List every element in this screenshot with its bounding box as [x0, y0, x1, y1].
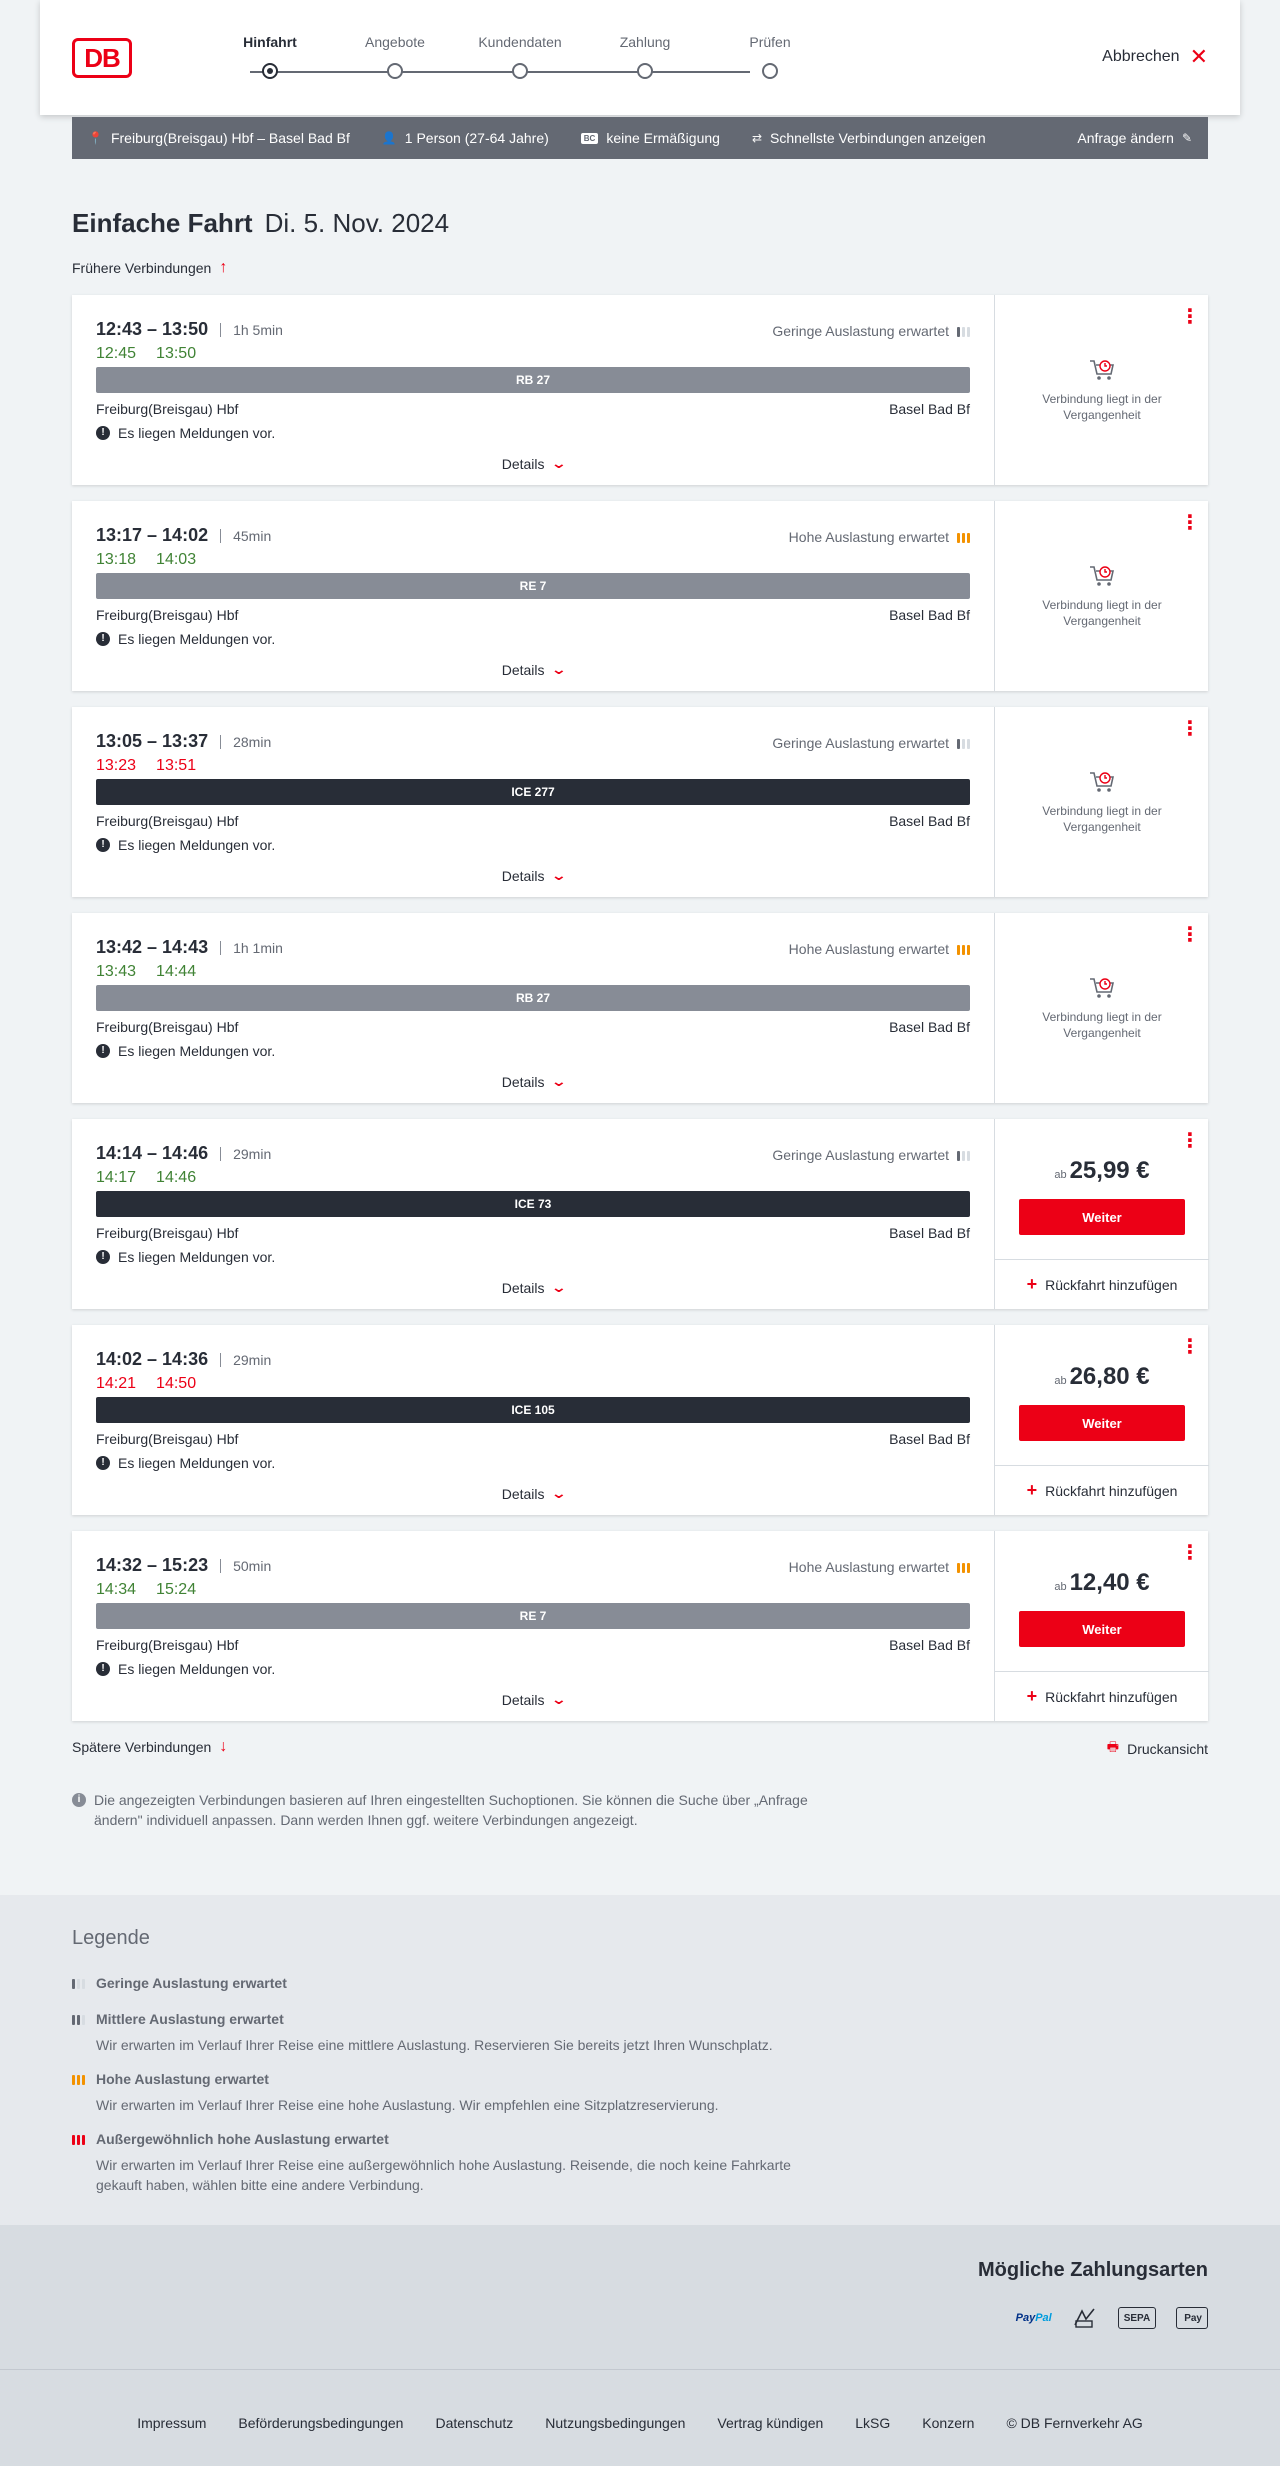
footer — [0, 2369, 1280, 2466]
train-bar[interactable]: RB 27 — [96, 367, 970, 393]
legend-item-title: Hohe Auslastung erwartet — [96, 2071, 269, 2087]
price-value: 25,99 € — [1069, 1157, 1150, 1184]
location-pin-icon: 📍 — [88, 131, 103, 145]
footer-link[interactable]: Impressum — [137, 2415, 207, 2431]
occupancy-high-icon — [957, 943, 970, 955]
details-label: Details — [501, 661, 545, 678]
step-dot — [637, 63, 653, 79]
applepay-icon — [1176, 2307, 1208, 2329]
payment-icons — [1016, 2307, 1208, 2329]
departure-station: Freiburg(Breisgau) Hbf — [96, 1019, 239, 1035]
past-connection-info — [995, 767, 1209, 835]
past-text: Verbindung liegt in der Vergangenheit — [1042, 804, 1162, 834]
payment-methods-section — [0, 2225, 1280, 2369]
occupancy-low-icon — [957, 737, 970, 749]
legend-item-title: Mittlere Auslastung erwartet — [96, 2011, 284, 2027]
occupancy-high-icon — [957, 531, 970, 543]
connection-times — [96, 1349, 271, 1370]
travel-duration: 1h 1min — [233, 939, 283, 956]
planned-times: 12:43 – 13:50 — [96, 319, 209, 339]
notice-message — [96, 1249, 275, 1265]
exclamation-icon: ! — [96, 1250, 110, 1264]
separator — [220, 1147, 221, 1161]
details-label: Details — [501, 1279, 545, 1296]
connection-card[interactable] — [72, 1531, 1208, 1721]
add-return-label: Rückfahrt hinzufügen — [1045, 1688, 1178, 1705]
past-text: Verbindung liegt in der Vergangenheit — [1042, 392, 1162, 422]
step-label: Prüfen — [749, 34, 791, 50]
realtime-times — [96, 345, 196, 363]
chevron-down-icon: ⌄ — [550, 661, 567, 677]
credit-card-icon — [1072, 2307, 1098, 2329]
realtime-departure: 13:18 — [96, 551, 137, 568]
train-bar[interactable]: RB 27 — [96, 985, 970, 1011]
past-connection-info — [995, 561, 1209, 629]
plus-icon: + — [1026, 1480, 1038, 1500]
notice-text: Es liegen Meldungen vor. — [118, 425, 276, 441]
add-return-label: Rückfahrt hinzufügen — [1045, 1482, 1178, 1499]
person-icon: 👤 — [381, 131, 397, 145]
legend-item-title: Außergewöhnlich hohe Auslastung erwartet — [96, 2131, 389, 2147]
details-label: Details — [501, 1691, 545, 1708]
legend-item-desc: Wir erwarten im Verlauf Ihrer Reise eine hohe Auslastung. Wir empfehlen eine Sitzplatzreservierung. — [96, 2097, 719, 2113]
details-toggle[interactable] — [72, 1279, 994, 1296]
legend-section — [0, 1895, 1280, 2225]
step-dot — [512, 63, 528, 79]
close-icon: ✕ — [1189, 44, 1208, 69]
occupancy-high-icon — [957, 1561, 970, 1573]
connection-card[interactable] — [72, 1325, 1208, 1515]
travellers-text: 1 Person (27-64 Jahre) — [404, 130, 549, 146]
printer-icon: 🖶 — [1106, 1739, 1120, 1754]
connection-details-area — [72, 707, 994, 897]
connection-times — [96, 319, 283, 340]
connection-times — [96, 1143, 271, 1164]
add-return-label: Rückfahrt hinzufügen — [1045, 1276, 1178, 1293]
realtime-arrival: 14:46 — [156, 1169, 197, 1186]
realtime-departure: 12:45 — [96, 345, 137, 362]
connection-card[interactable] — [72, 1119, 1208, 1309]
travel-duration: 29min — [233, 1145, 272, 1162]
connection-details-area — [72, 501, 994, 691]
plus-icon: + — [1026, 1686, 1038, 1706]
later-connections-link[interactable] — [72, 1738, 227, 1756]
legend-item-low — [72, 1975, 872, 1991]
sepa-icon: SEPA — [1118, 2307, 1157, 2329]
edit-query-button[interactable] — [1077, 130, 1192, 146]
step-dot — [387, 63, 403, 79]
occupancy-extreme-icon — [72, 2133, 88, 2145]
pencil-icon: ✎ — [1181, 131, 1192, 145]
realtime-arrival: 14:50 — [156, 1375, 197, 1392]
more-options-icon[interactable]: ⋮ — [1180, 1542, 1200, 1564]
legend-item-desc: Wir erwarten im Verlauf Ihrer Reise eine mittlere Auslastung. Reservieren Sie bereits jetzt Ihren Wunschplatz. — [96, 2037, 773, 2053]
exclamation-icon: ! — [96, 1456, 110, 1470]
step-pruefen[interactable] — [710, 34, 830, 54]
occupancy-info — [772, 735, 970, 751]
booking-stepper — [210, 34, 791, 84]
notice-message — [96, 1661, 275, 1677]
occupancy-low-icon — [72, 1977, 88, 1989]
details-toggle[interactable] — [72, 661, 994, 678]
connection-times — [96, 1555, 271, 1576]
notice-text: Es liegen Meldungen vor. — [118, 1043, 276, 1059]
step-label: Zahlung — [619, 34, 671, 50]
occupancy-text: Hohe Auslastung erwartet — [788, 1559, 949, 1575]
offer-area — [994, 913, 1208, 1103]
continue-button[interactable]: Weiter — [1019, 1405, 1185, 1441]
notice-text: Es liegen Meldungen vor. — [118, 631, 276, 647]
notice-message — [96, 837, 275, 853]
occupancy-text: Hohe Auslastung erwartet — [788, 941, 949, 957]
cancel-button[interactable] — [1102, 44, 1208, 69]
notice-message — [96, 1043, 275, 1059]
step-angebote[interactable] — [335, 34, 455, 54]
price-value: 12,40 € — [1069, 1569, 1150, 1596]
train-bar[interactable]: ICE 105 — [96, 1397, 970, 1423]
connection-details-area — [72, 1119, 994, 1309]
offer-area — [994, 1119, 1208, 1309]
realtime-departure: 13:43 — [96, 963, 137, 980]
occupancy-info — [789, 941, 970, 957]
notice-text: Es liegen Meldungen vor. — [118, 837, 276, 853]
price-display — [995, 1363, 1209, 1391]
separator — [220, 1559, 221, 1573]
price-prefix: ab — [1054, 1169, 1067, 1181]
exclamation-icon: ! — [96, 1044, 110, 1058]
exclamation-icon: ! — [96, 838, 110, 852]
realtime-times — [96, 963, 196, 981]
arrival-station: Basel Bad Bf — [889, 401, 970, 417]
exclamation-icon: ! — [96, 632, 110, 646]
train-bar[interactable]: ICE 73 — [96, 1191, 970, 1217]
arrival-station: Basel Bad Bf — [889, 1637, 970, 1653]
chevron-down-icon: ⌄ — [550, 1279, 567, 1295]
add-return-trip-button[interactable] — [995, 1671, 1209, 1721]
footer-link[interactable]: LkSG — [855, 2415, 891, 2431]
details-label: Details — [501, 1485, 545, 1502]
past-connection-info — [995, 973, 1209, 1041]
departure-station: Freiburg(Breisgau) Hbf — [96, 813, 239, 829]
train-bar[interactable]: RE 7 — [96, 1603, 970, 1629]
realtime-times — [96, 1581, 196, 1599]
realtime-departure: 14:21 — [96, 1375, 137, 1392]
separator — [220, 735, 221, 749]
occupancy-info — [789, 1559, 970, 1575]
legend-item-high — [72, 2071, 872, 2115]
travel-duration: 28min — [233, 733, 272, 750]
swap-arrows-icon: ⇄ — [751, 131, 763, 145]
footer-link[interactable]: Nutzungsbedingungen — [545, 2415, 686, 2431]
option-text: Schnellste Verbindungen anzeigen — [770, 130, 986, 146]
price-prefix: ab — [1054, 1581, 1067, 1593]
legend-title: Legende — [72, 1927, 150, 1949]
later-label: Spätere Verbindungen — [72, 1739, 212, 1755]
cart-past-icon — [1087, 973, 1117, 1003]
details-label: Details — [501, 867, 545, 884]
chevron-down-icon: ⌄ — [550, 867, 567, 883]
arrival-station: Basel Bad Bf — [889, 813, 970, 829]
more-options-icon[interactable]: ⋮ — [1180, 924, 1200, 946]
earlier-label: Frühere Verbindungen — [72, 260, 212, 276]
connection-details-area — [72, 1325, 994, 1515]
chevron-down-icon: ⌄ — [550, 455, 567, 471]
trip-type: Einfache Fahrt — [72, 208, 253, 238]
earlier-connections-link[interactable] — [72, 259, 227, 277]
footer-link[interactable]: Beförderungsbedingungen — [238, 2415, 404, 2431]
planned-times: 14:02 – 14:36 — [96, 1349, 209, 1369]
connection-card[interactable] — [72, 295, 1208, 485]
realtime-arrival: 14:44 — [156, 963, 197, 980]
legend-item-desc: Wir erwarten im Verlauf Ihrer Reise eine außergewöhnlich hohe Auslastung. Reisende, die noch keine Fahrkarte gekauft haben, wählen bitte eine andere Verbindung. — [96, 2157, 791, 2193]
legend-item-title: Geringe Auslastung erwartet — [96, 1975, 287, 1991]
travel-duration: 45min — [233, 527, 272, 544]
step-zahlung[interactable] — [585, 34, 705, 54]
occupancy-medium-icon — [72, 2013, 88, 2025]
occupancy-text: Geringe Auslastung erwartet — [772, 735, 949, 751]
add-return-trip-button[interactable] — [995, 1259, 1209, 1309]
booking-header — [40, 0, 1240, 115]
details-toggle[interactable] — [72, 1485, 994, 1502]
occupancy-info — [772, 323, 970, 339]
separator — [220, 529, 221, 543]
more-options-icon[interactable]: ⋮ — [1180, 306, 1200, 328]
connection-times — [96, 731, 271, 752]
occupancy-low-icon — [957, 1149, 970, 1161]
price-display — [995, 1569, 1209, 1597]
planned-times: 13:17 – 14:02 — [96, 525, 209, 545]
separator — [220, 323, 221, 337]
footer-link[interactable]: Datenschutz — [435, 2415, 514, 2431]
step-label: Kundendaten — [478, 34, 562, 50]
notice-message — [96, 1455, 275, 1471]
arrival-station: Basel Bad Bf — [889, 1225, 970, 1241]
plus-icon: + — [1026, 1274, 1038, 1294]
departure-station: Freiburg(Breisgau) Hbf — [96, 1431, 239, 1447]
more-options-icon[interactable]: ⋮ — [1180, 1336, 1200, 1358]
departure-station: Freiburg(Breisgau) Hbf — [96, 607, 239, 623]
exclamation-icon: ! — [96, 1662, 110, 1676]
info-text: Die angezeigten Verbindungen basieren auf Ihren eingestellten Suchoptionen. Sie können die Suche über „Anfrage ändern" individuell anpassen. Dann werden Ihnen ggf. weitere Verbindungen angezeigt. — [94, 1792, 808, 1828]
chevron-down-icon: ⌄ — [550, 1691, 567, 1707]
summary-option — [752, 130, 986, 146]
applepay-text: Pay — [1184, 2312, 1202, 2324]
cart-past-icon — [1087, 767, 1117, 797]
arrow-down-icon: ↓ — [219, 1738, 228, 1755]
realtime-times — [96, 1169, 196, 1187]
details-toggle[interactable] — [72, 455, 994, 472]
footer-link[interactable]: Konzern — [922, 2415, 975, 2431]
summary-route — [88, 130, 350, 146]
connection-details-area — [72, 295, 994, 485]
train-bar[interactable]: RE 7 — [96, 573, 970, 599]
offer-area — [994, 1531, 1208, 1721]
details-label: Details — [501, 1073, 545, 1090]
offer-area — [994, 295, 1208, 485]
print-label: Druckansicht — [1127, 1741, 1208, 1757]
occupancy-text: Geringe Auslastung erwartet — [772, 323, 949, 339]
more-options-icon[interactable]: ⋮ — [1180, 512, 1200, 534]
past-connection-info — [995, 355, 1209, 423]
realtime-arrival: 15:24 — [156, 1581, 197, 1598]
train-bar[interactable]: ICE 277 — [96, 779, 970, 805]
departure-station: Freiburg(Breisgau) Hbf — [96, 1225, 239, 1241]
travel-duration: 29min — [233, 1351, 272, 1368]
price-prefix: ab — [1054, 1375, 1067, 1387]
step-hinfahrt[interactable] — [210, 34, 330, 54]
notice-text: Es liegen Meldungen vor. — [118, 1249, 276, 1265]
price-value: 26,80 € — [1069, 1363, 1150, 1390]
arrival-station: Basel Bad Bf — [889, 1019, 970, 1035]
step-label: Angebote — [365, 34, 425, 50]
continue-button[interactable]: Weiter — [1019, 1199, 1185, 1235]
cancel-label: Abbrechen — [1102, 48, 1180, 65]
step-dot — [762, 63, 778, 79]
arrival-station: Basel Bad Bf — [889, 607, 970, 623]
realtime-departure: 14:34 — [96, 1581, 137, 1598]
cart-past-icon — [1087, 561, 1117, 591]
exclamation-icon: ! — [96, 426, 110, 440]
stepper-line — [250, 71, 750, 73]
continue-button[interactable]: Weiter — [1019, 1611, 1185, 1647]
page-title — [72, 208, 449, 239]
search-info-note — [72, 1790, 832, 1830]
departure-station: Freiburg(Breisgau) Hbf — [96, 401, 239, 417]
planned-times: 14:14 – 14:46 — [96, 1143, 209, 1163]
occupancy-info — [772, 1147, 970, 1163]
cart-past-icon — [1087, 355, 1117, 385]
connection-times — [96, 937, 283, 958]
occupancy-text: Hohe Auslastung erwartet — [788, 529, 949, 545]
details-toggle[interactable] — [72, 867, 994, 884]
bahncard-icon: BC — [581, 133, 599, 144]
planned-times: 13:05 – 13:37 — [96, 731, 209, 751]
step-label: Hinfahrt — [243, 34, 297, 50]
more-options-icon[interactable]: ⋮ — [1180, 718, 1200, 740]
add-return-trip-button[interactable] — [995, 1465, 1209, 1515]
arrival-station: Basel Bad Bf — [889, 1431, 970, 1447]
realtime-departure: 13:23 — [96, 757, 137, 774]
past-text: Verbindung liegt in der Vergangenheit — [1042, 598, 1162, 628]
past-text: Verbindung liegt in der Vergangenheit — [1042, 1010, 1162, 1040]
paypal-icon — [1016, 2307, 1052, 2329]
edit-query-label: Anfrage ändern — [1077, 130, 1174, 146]
notice-text: Es liegen Meldungen vor. — [118, 1455, 276, 1471]
route-text: Freiburg(Breisgau) Hbf – Basel Bad Bf — [110, 130, 350, 146]
print-view-link[interactable] — [1107, 1738, 1208, 1760]
notice-message — [96, 631, 275, 647]
occupancy-text: Geringe Auslastung erwartet — [772, 1147, 949, 1163]
occupancy-info — [789, 529, 970, 545]
paypal-text-b: Pal — [1035, 2312, 1052, 2324]
connection-details-area — [72, 1531, 994, 1721]
offer-area — [994, 1325, 1208, 1515]
notice-message — [96, 425, 275, 441]
step-kundendaten[interactable] — [460, 34, 580, 54]
info-icon: i — [72, 1793, 86, 1807]
departure-station: Freiburg(Breisgau) Hbf — [96, 1637, 239, 1653]
db-logo[interactable]: DB — [72, 38, 132, 78]
realtime-times — [96, 551, 196, 569]
chevron-down-icon: ⌄ — [550, 1485, 567, 1501]
travel-duration: 50min — [233, 1557, 272, 1574]
footer-link[interactable]: © DB Fernverkehr AG — [1006, 2415, 1143, 2431]
details-label: Details — [501, 455, 545, 472]
price-display — [995, 1157, 1209, 1185]
step-dot-active — [262, 63, 278, 79]
connection-details-area — [72, 913, 994, 1103]
offer-area — [994, 707, 1208, 897]
details-toggle[interactable] — [72, 1073, 994, 1090]
payment-title: Mögliche Zahlungsarten — [977, 2259, 1208, 2281]
connection-times — [96, 525, 271, 546]
details-toggle[interactable] — [72, 1691, 994, 1708]
realtime-departure: 14:17 — [96, 1169, 137, 1186]
planned-times: 14:32 – 15:23 — [96, 1555, 209, 1575]
realtime-arrival: 14:03 — [156, 551, 197, 568]
legend-item-extreme — [72, 2131, 872, 2195]
planned-times: 13:42 – 14:43 — [96, 937, 209, 957]
connection-card[interactable] — [72, 913, 1208, 1103]
occupancy-high-icon — [72, 2073, 88, 2085]
connection-card[interactable] — [72, 501, 1208, 691]
paypal-text-a: Pay — [1015, 2312, 1036, 2324]
travel-duration: 1h 5min — [233, 321, 283, 338]
separator — [220, 1353, 221, 1367]
footer-link[interactable]: Vertrag kündigen — [717, 2415, 824, 2431]
chevron-down-icon: ⌄ — [550, 1073, 567, 1089]
more-options-icon[interactable]: ⋮ — [1180, 1130, 1200, 1152]
summary-discount — [581, 130, 720, 146]
summary-travellers — [382, 130, 549, 146]
realtime-arrival: 13:51 — [156, 757, 197, 774]
offer-area — [994, 501, 1208, 691]
realtime-times — [96, 757, 196, 775]
discount-text: keine Ermäßigung — [606, 130, 720, 146]
occupancy-low-icon — [957, 325, 970, 337]
search-summary-bar — [72, 117, 1208, 159]
realtime-times — [96, 1375, 196, 1393]
connection-card[interactable] — [72, 707, 1208, 897]
separator — [220, 941, 221, 955]
trip-date: Di. 5. Nov. 2024 — [264, 208, 450, 238]
footer-links — [0, 2415, 1280, 2431]
legend-item-mid — [72, 2011, 872, 2055]
arrow-up-icon: ↑ — [219, 259, 228, 276]
notice-text: Es liegen Meldungen vor. — [118, 1661, 276, 1677]
realtime-arrival: 13:50 — [156, 345, 197, 362]
